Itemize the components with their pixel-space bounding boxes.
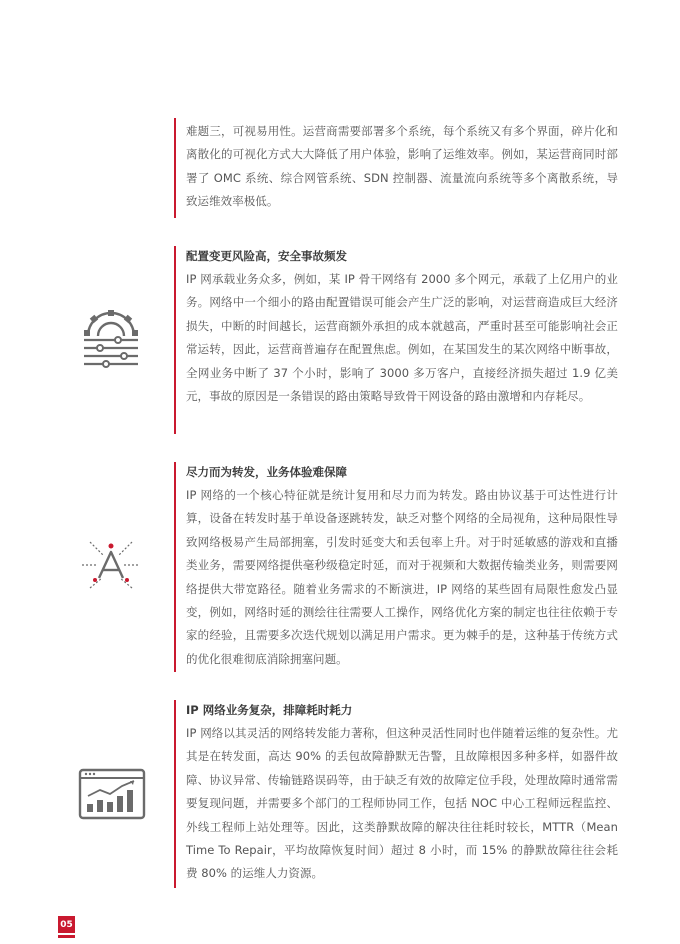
section-body: IP 网络以其灵活的网络转发能力著称，但这种灵活性同时也伴随着运维的复杂性。尤其是在转发面，高达 90% 的丢包故障静默无告警，且故障根因多种多样，如器件故障、协议异常、传输链路误码等，由于缺乏有效的故障定位手段，处理故障时通常需要复现问题，并需要多个部门的工程师协同工作，包括 NOC 中心工程师远程监控、外线工程师上站处理等。因此，这类静默故障的解决往往耗时较长，MTTR（Mean Time To Repair，平均故障恢复时间）超过 8 小时，而 15% 的静默故障往往会耗费 80% 的运维人力资源。 [186, 726, 618, 881]
section-accent-bar [174, 246, 176, 434]
page-number-underline [58, 935, 75, 938]
section-body: IP 网络的一个核心特征就是统计复用和尽力而为转发。路由协议基于可达性进行计算，设备在转发时基于单设备逐跳转发，缺乏对整个网络的全局视角，这种局限性导致网络极易产生局部拥塞，引发时延变大和丢包率上升。对于时延敏感的游戏和直播类业务，需要网络提供毫秒级稳定时延，而对于视频和大数据传输类业务，则需要网络提供大带宽路径。随着业务需求的不断演进，IP 网络的某些固有局限性愈发凸显变，例如，网络时延的测绘往往需要人工操作，网络优化方案的制定也往往依赖于专家的经验，且需要多次迭代规划以满足用户需求。更为棘手的是，这种基于传统方式的优化很难彻底消除拥塞问题。 [186, 488, 618, 666]
section-heading: 尽力而为转发，业务体验难保障 [186, 465, 347, 479]
section-accent-bar [174, 118, 176, 218]
section-heading: IP 网络业务复杂，排障耗时耗力 [186, 703, 353, 717]
section-body: IP 网承载业务众多，例如，某 IP 骨干网络有 2000 多个网元，承载了上亿用户的业务。网络中一个细小的路由配置错误可能会产生广泛的影响，对运营商造成巨大经济损失，中断的时间越长，运营商额外承担的成本就越高，严重时甚至可能影响社会正常运转，因此，运营商普遍存在配置焦虑。例如，在某国发生的某次网络中断事故，全网业务中断了 37 个小时，影响了 3000 多万客户，直接经济损失超过 1.9 亿美元，事故的原因是一条错误的路由策略导致骨干网设备的路由激增和内存耗尽。 [186, 272, 618, 404]
section-accent-bar [174, 700, 176, 888]
gear-sliders-icon [78, 306, 144, 376]
section-body: 难题三，可视易用性。运营商需要部署多个系统，每个系统又有多个界面，碎片化和离散化的可视化方式大大降低了用户体验，影响了运维效率。例如，某运营商同时部署了 OMC 系统、综合网管系统、SDN 控制器、流量流向系统等多个离散系统，导致运维效率极低。 [186, 124, 618, 209]
chart-window-icon [78, 768, 146, 824]
page-number: 05 [58, 916, 75, 933]
section-accent-bar [174, 462, 176, 672]
letter-a-network-icon [80, 534, 142, 600]
section-heading: 配置变更风险高，安全事故频发 [186, 249, 347, 263]
